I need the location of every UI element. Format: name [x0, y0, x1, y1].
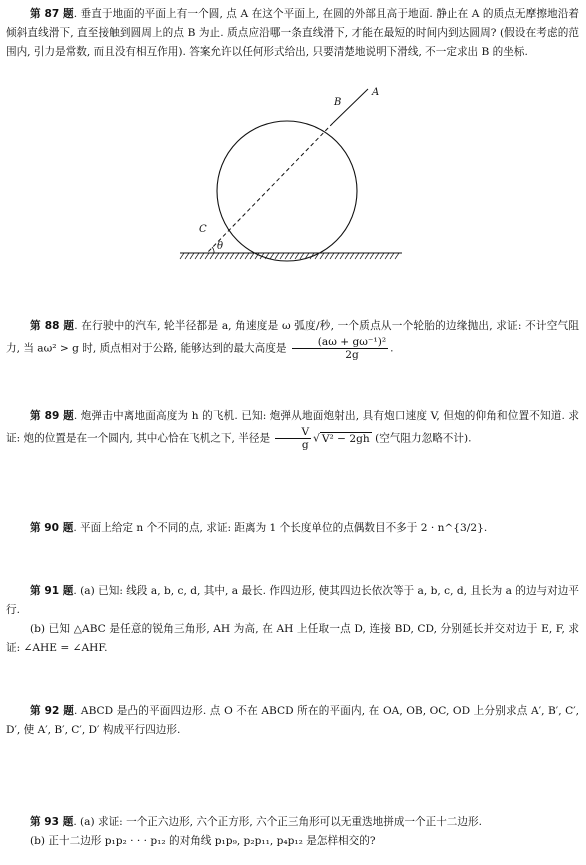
hatch-mark: [190, 253, 194, 259]
problem-87-text: 第 87 题. 垂直于地面的平面上有一个圆, 点 A 在这个平面上, 在圆的外部且高于地面. 静止在 A 的质点无摩擦地沿着倾斜直线滑下, 直至接触到圆周上的点 B 为止. 质点应沿哪一条直线滑下, 才能在最短的时间内到达圆周? (假设在考虑的范围内, 引力是常数, 而且没有相互作用). 答案允许以任何形式给出, 只要清楚地说明下滑线, 不一定求出 B 的坐标.: [6, 8, 579, 58]
hatch-mark: [270, 253, 274, 259]
sqrt-expression: √ V² − 2gh: [313, 432, 370, 445]
fraction: $\frac{\text{(aω + gω⁻¹)²}}{2g}$: [292, 336, 388, 361]
hatch-mark: [390, 253, 394, 259]
hatch-mark: [205, 253, 209, 259]
hatch-mark: [325, 253, 329, 259]
problem-87: [6, 5, 579, 62]
problem-number: 第 93 题: [30, 816, 74, 828]
problem-87-figure: [0, 83, 586, 252]
problem-number: 第 90 题: [30, 522, 74, 534]
ground-hatching: [180, 253, 399, 259]
hatch-mark: [330, 253, 334, 259]
hatch-mark: [230, 253, 234, 259]
problem-93b-text: (b) 正十二边形 p₁p₂ · · · p₁₂ 的对角线 p₁p₉, p₂p₁₁, p₄p₁₂ 是怎样相交的?: [30, 835, 376, 847]
hatch-mark: [240, 253, 244, 259]
hatch-mark: [340, 253, 344, 259]
dashed-line-bc: [207, 123, 333, 253]
hatch-mark: [245, 253, 249, 259]
hatch-mark: [215, 253, 219, 259]
problem-93: [6, 813, 579, 851]
label-b: B: [334, 97, 342, 108]
hatch-mark: [320, 253, 324, 259]
problem-91a-text: 第 91 题. (a) 已知: 线段 a, b, c, d, 其中, a 最长. 作四边形, 使其四边长依次等于 a, b, c, d, 且长为 a 的边与对边平行.: [6, 585, 579, 616]
problem-90: [6, 519, 579, 538]
problem-92-text: 第 92 题. ABCD 是凸的平面四边形. 点 O 不在 ABCD 所在的平面内, 在 OA, OB, OC, OD 上分别求点 A′, B′, C′, D′, 使 A′, B′, C′, D′ 构成平行四边形.: [6, 705, 579, 736]
problem-88: [6, 317, 579, 361]
hatch-mark: [290, 253, 294, 259]
hatch-mark: [275, 253, 279, 259]
hatch-mark: [185, 253, 189, 259]
fraction: $\frac{V}{g}$: [275, 426, 311, 451]
label-a: A: [372, 87, 380, 98]
problem-88-text: 第 88 题. 在行驶中的汽车, 轮半径都是 a, 角速度是 ω 弧度/秒, 一个质点从一个轮胎的边缘抛出, 求证: 不计空气阻力, 当 aω² > g 时, 质点相对于公路, 能够达到的最大高度是 $\frac{\text{(aω + gω⁻¹)²}}{2g}$ .: [6, 320, 579, 361]
hatch-mark: [225, 253, 229, 259]
label-c: C: [199, 224, 207, 235]
problem-number: 第 87 题: [30, 8, 74, 20]
hatch-mark: [375, 253, 379, 259]
hatch-mark: [395, 253, 399, 259]
hatch-mark: [285, 253, 289, 259]
circle: [217, 121, 357, 261]
problem-89: [6, 407, 579, 451]
hatch-mark: [200, 253, 204, 259]
problem-number: 第 92 题: [30, 705, 75, 717]
problem-91b-text: (b) 已知 △ABC 是任意的锐角三角形, AH 为高, 在 AH 上任取一点 D, 连接 BD, CD, 分别延长并交对边于 E, F, 求证: ∠AHE = ∠AHF.: [6, 623, 579, 654]
problem-89-text: 第 89 题. 炮弹击中离地面高度为 h 的飞机. 已知: 炮弹从地面炮射出, 具有炮口速度 V, 但炮的仰角和位置不知道. 求证: 炮的位置是在一个圆内, 其中心恰在飞机之下, 半径是 $\frac{V}{g}$ √ V² − 2gh (空气阻力忽略不计).: [6, 410, 579, 451]
hatch-mark: [300, 253, 304, 259]
hatch-mark: [195, 253, 199, 259]
hatch-mark: [365, 253, 369, 259]
hatch-mark: [380, 253, 384, 259]
problem-number: 第 91 题: [30, 585, 74, 597]
problem-91: [6, 582, 579, 658]
problem-90-text: 第 90 题. 平面上给定 n 个不同的点, 求证: 距离为 1 个长度单位的点偶数目不多于 2 · n^{3/2}.: [30, 522, 488, 534]
hatch-mark: [180, 253, 184, 259]
hatch-mark: [250, 253, 254, 259]
problem-92: [6, 702, 579, 740]
hatch-mark: [370, 253, 374, 259]
hatch-mark: [210, 253, 214, 259]
hatch-mark: [360, 253, 364, 259]
problem-number: 第 88 题: [30, 320, 75, 332]
hatch-mark: [235, 253, 239, 259]
problem-93a-text: 第 93 题. (a) 求证: 一个正六边形, 六个正方形, 六个正三角形可以无重迭地拼成一个正十二边形.: [30, 816, 482, 828]
label-theta: θ: [217, 241, 224, 252]
hatch-mark: [335, 253, 339, 259]
hatch-mark: [295, 253, 299, 259]
hatch-mark: [345, 253, 349, 259]
hatch-mark: [280, 253, 284, 259]
hatch-mark: [385, 253, 389, 259]
hatch-mark: [350, 253, 354, 259]
angle-theta-arc: [212, 247, 214, 253]
hatch-mark: [355, 253, 359, 259]
problem-number: 第 89 题: [30, 410, 74, 422]
hatch-mark: [220, 253, 224, 259]
